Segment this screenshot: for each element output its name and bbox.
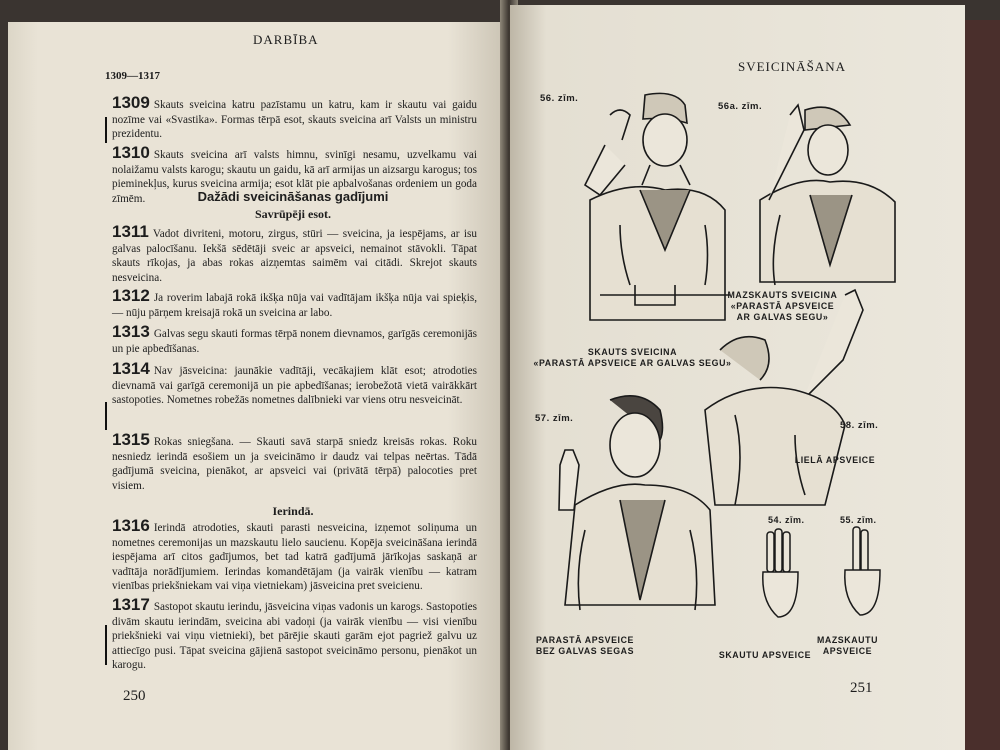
- caption-liela: LIELĀ APSVEICE: [794, 455, 876, 465]
- paragraph-number: 1311: [112, 222, 149, 241]
- paragraph-number: 1316: [112, 516, 150, 535]
- paragraph-1309: [112, 93, 477, 142]
- paragraph-1312: [112, 286, 477, 320]
- change-bar: [105, 402, 107, 430]
- cub-salute-illustration: [720, 100, 920, 290]
- section-subheading-ierinda: Ierindā.: [272, 504, 314, 518]
- caption-text: PARASTĀ APSVEICE BEZ GALVAS SEGAS: [535, 635, 635, 656]
- salute-without-cap-illustration: [530, 390, 720, 630]
- paragraph-number: 1310: [112, 143, 150, 162]
- caption-skautu: SKAUTU APSVEICE: [718, 650, 812, 660]
- paragraph-number: 1314: [112, 359, 150, 378]
- figure-label-55: 55. zīm.: [840, 515, 877, 525]
- paragraph-1313: [112, 322, 477, 356]
- paragraph-number: 1309: [112, 93, 150, 112]
- figure-label-57: 57. zīm.: [535, 413, 574, 424]
- running-head-left: DARBĪBA: [253, 32, 319, 47]
- paragraph-number: 1312: [112, 286, 150, 305]
- page-number-right: 251: [850, 680, 873, 696]
- paragraph-text: Ja roverim labajā rokā ikšķa nūja vai vadītājam ikšķa nūja vai spieķis, — nūju pārņem kreisajā rokā un sveicina ar labo.: [112, 292, 477, 319]
- section-subheading: Savrūpēji esot.: [255, 207, 331, 221]
- running-head-right: SVEICINĀŠANA: [738, 59, 847, 74]
- paragraph-1316: [112, 516, 477, 594]
- caption-text: SKAUTS SVEICINA «PARASTĀ APSVEICE AR GALVAS SEGU»: [533, 347, 732, 368]
- paragraph-1315: [112, 430, 477, 493]
- paragraph-number: 1317: [112, 595, 150, 614]
- change-bar: [105, 117, 107, 143]
- paragraph-1311: [112, 222, 477, 285]
- caption-text: MAZSKAUTU APSVEICE: [816, 635, 879, 656]
- figure-label-56a: 56a. zīm.: [718, 101, 763, 112]
- paragraph-text: Rokas sniegšana. — Skauti savā starpā sniedz kreisās rokas. Roku nesniedz ierindā esošiem un ja sveicināmo ir daudz vai telpas neērtas. Tādā gadījumā sveicina, pienākot, ar apsveici vai (privātā tērpā) palocoties pret visiem.: [112, 436, 477, 492]
- left-page: [8, 22, 508, 750]
- paragraph-text: Skauts sveicina katru pazīstamu un katru, kam ir skautu vai gaidu nozīme vai «Svastika». Formas tērpā esot, skauts sveicina arī Valsts un ministru prezidentu.: [112, 99, 477, 140]
- paragraph-range: 1309—1317: [105, 70, 160, 82]
- book-cover-edge: [960, 20, 1000, 750]
- paragraph-text: Nav jāsveicina: jaunākie vadītāji, vecākajiem klāt esot; atrodoties dievnamā vai garīgā ceremonijā un pie apbedīšanas; ierobežotā vietā vairākkārt sastopoties. Nometnes robežās nometnes dalībnieki var viens otru nesveicināt.: [112, 365, 477, 406]
- section-heading: Dažādi sveicināšanas gadījumi: [197, 189, 389, 204]
- figure-label-56: 56. zīm.: [540, 93, 579, 104]
- paragraph-text: Galvas segu skauti formas tērpā nonem dievnamos, garīgās ceremonijās un pie apbedīšanas.: [112, 328, 477, 355]
- paragraph-text: Vadot divriteni, motoru, zirgus, stūri — sveicina, ja iespējams, ar isu galvas palocīšanu. Iekšā sēdētāji sveic ar apsveici, nemainot stāvokli. Tāpat skauts rīkojas, ja abas rokas aizņemtas saimēm vai citādi. Skrejot skauts nesveicina.: [112, 228, 477, 284]
- paragraph-1314: [112, 359, 477, 408]
- paragraph-text: Ierindā atrodoties, skauti parasti nesveicina, izņemot soliņuma un nometnes ceremonijas un mazskautu lielo saucienu. Kopēja sveicināšana ierindā iespējama arī citos gadījumos, bet tad katrā gadījumā jārīkojas saskaņā ar vadītāja norādījumiem. Ierindas komandētājam (ja vairāk vienību — katram vienības priekšniekam vai viņa vietniekam) jāsveicina pret sveicienu.: [112, 522, 477, 592]
- caption-mazskautu: [810, 635, 885, 657]
- scout-hand-sign-illustration: [755, 527, 805, 627]
- paragraph-number: 1315: [112, 430, 150, 449]
- grand-salute-illustration: [695, 285, 895, 515]
- figure-label-54: 54. zīm.: [768, 515, 805, 525]
- paragraph-1317: [112, 595, 477, 673]
- paragraph-text: Skauts sveicina arī valsts himnu, svinīgi nesamu, uzvelkamu vai nolaižamu valsts karogu; skautu un gaidu, kā arī armijas un aizsargu karogus; tos pieminekļus, kurus sveicina armija; esot klāt pie apbalvošanas ordeniem un goda zīmēm.: [112, 149, 477, 205]
- caption-parasta: [525, 635, 645, 657]
- paragraph-text: Sastopot skautu ierindu, jāsveicina viņas vadonis un karogs. Sastopoties divām skautu ierindām, sveicina abi vadoņi (ja vairāk vienību — visi vienību priekšnieki vai viņu vietnieki), bet pārējie skauti garām ejot pagriež galvu uz attiecīgo pusi. Tāpat sveicina gājienā sastopot sveicināmo personu, pienākot un karogu.: [112, 601, 477, 671]
- right-page: [510, 5, 965, 750]
- paragraph-number: 1313: [112, 322, 150, 341]
- figure-label-58: 58. zīm.: [840, 420, 879, 431]
- change-bar: [105, 625, 107, 665]
- cub-hand-sign-illustration: [835, 525, 885, 625]
- caption-text: MAZSKAUTS SVEICINA «PARASTĀ APSVEICE AR GALVAS SEGU»: [727, 290, 838, 322]
- page-number-left: 250: [123, 688, 146, 704]
